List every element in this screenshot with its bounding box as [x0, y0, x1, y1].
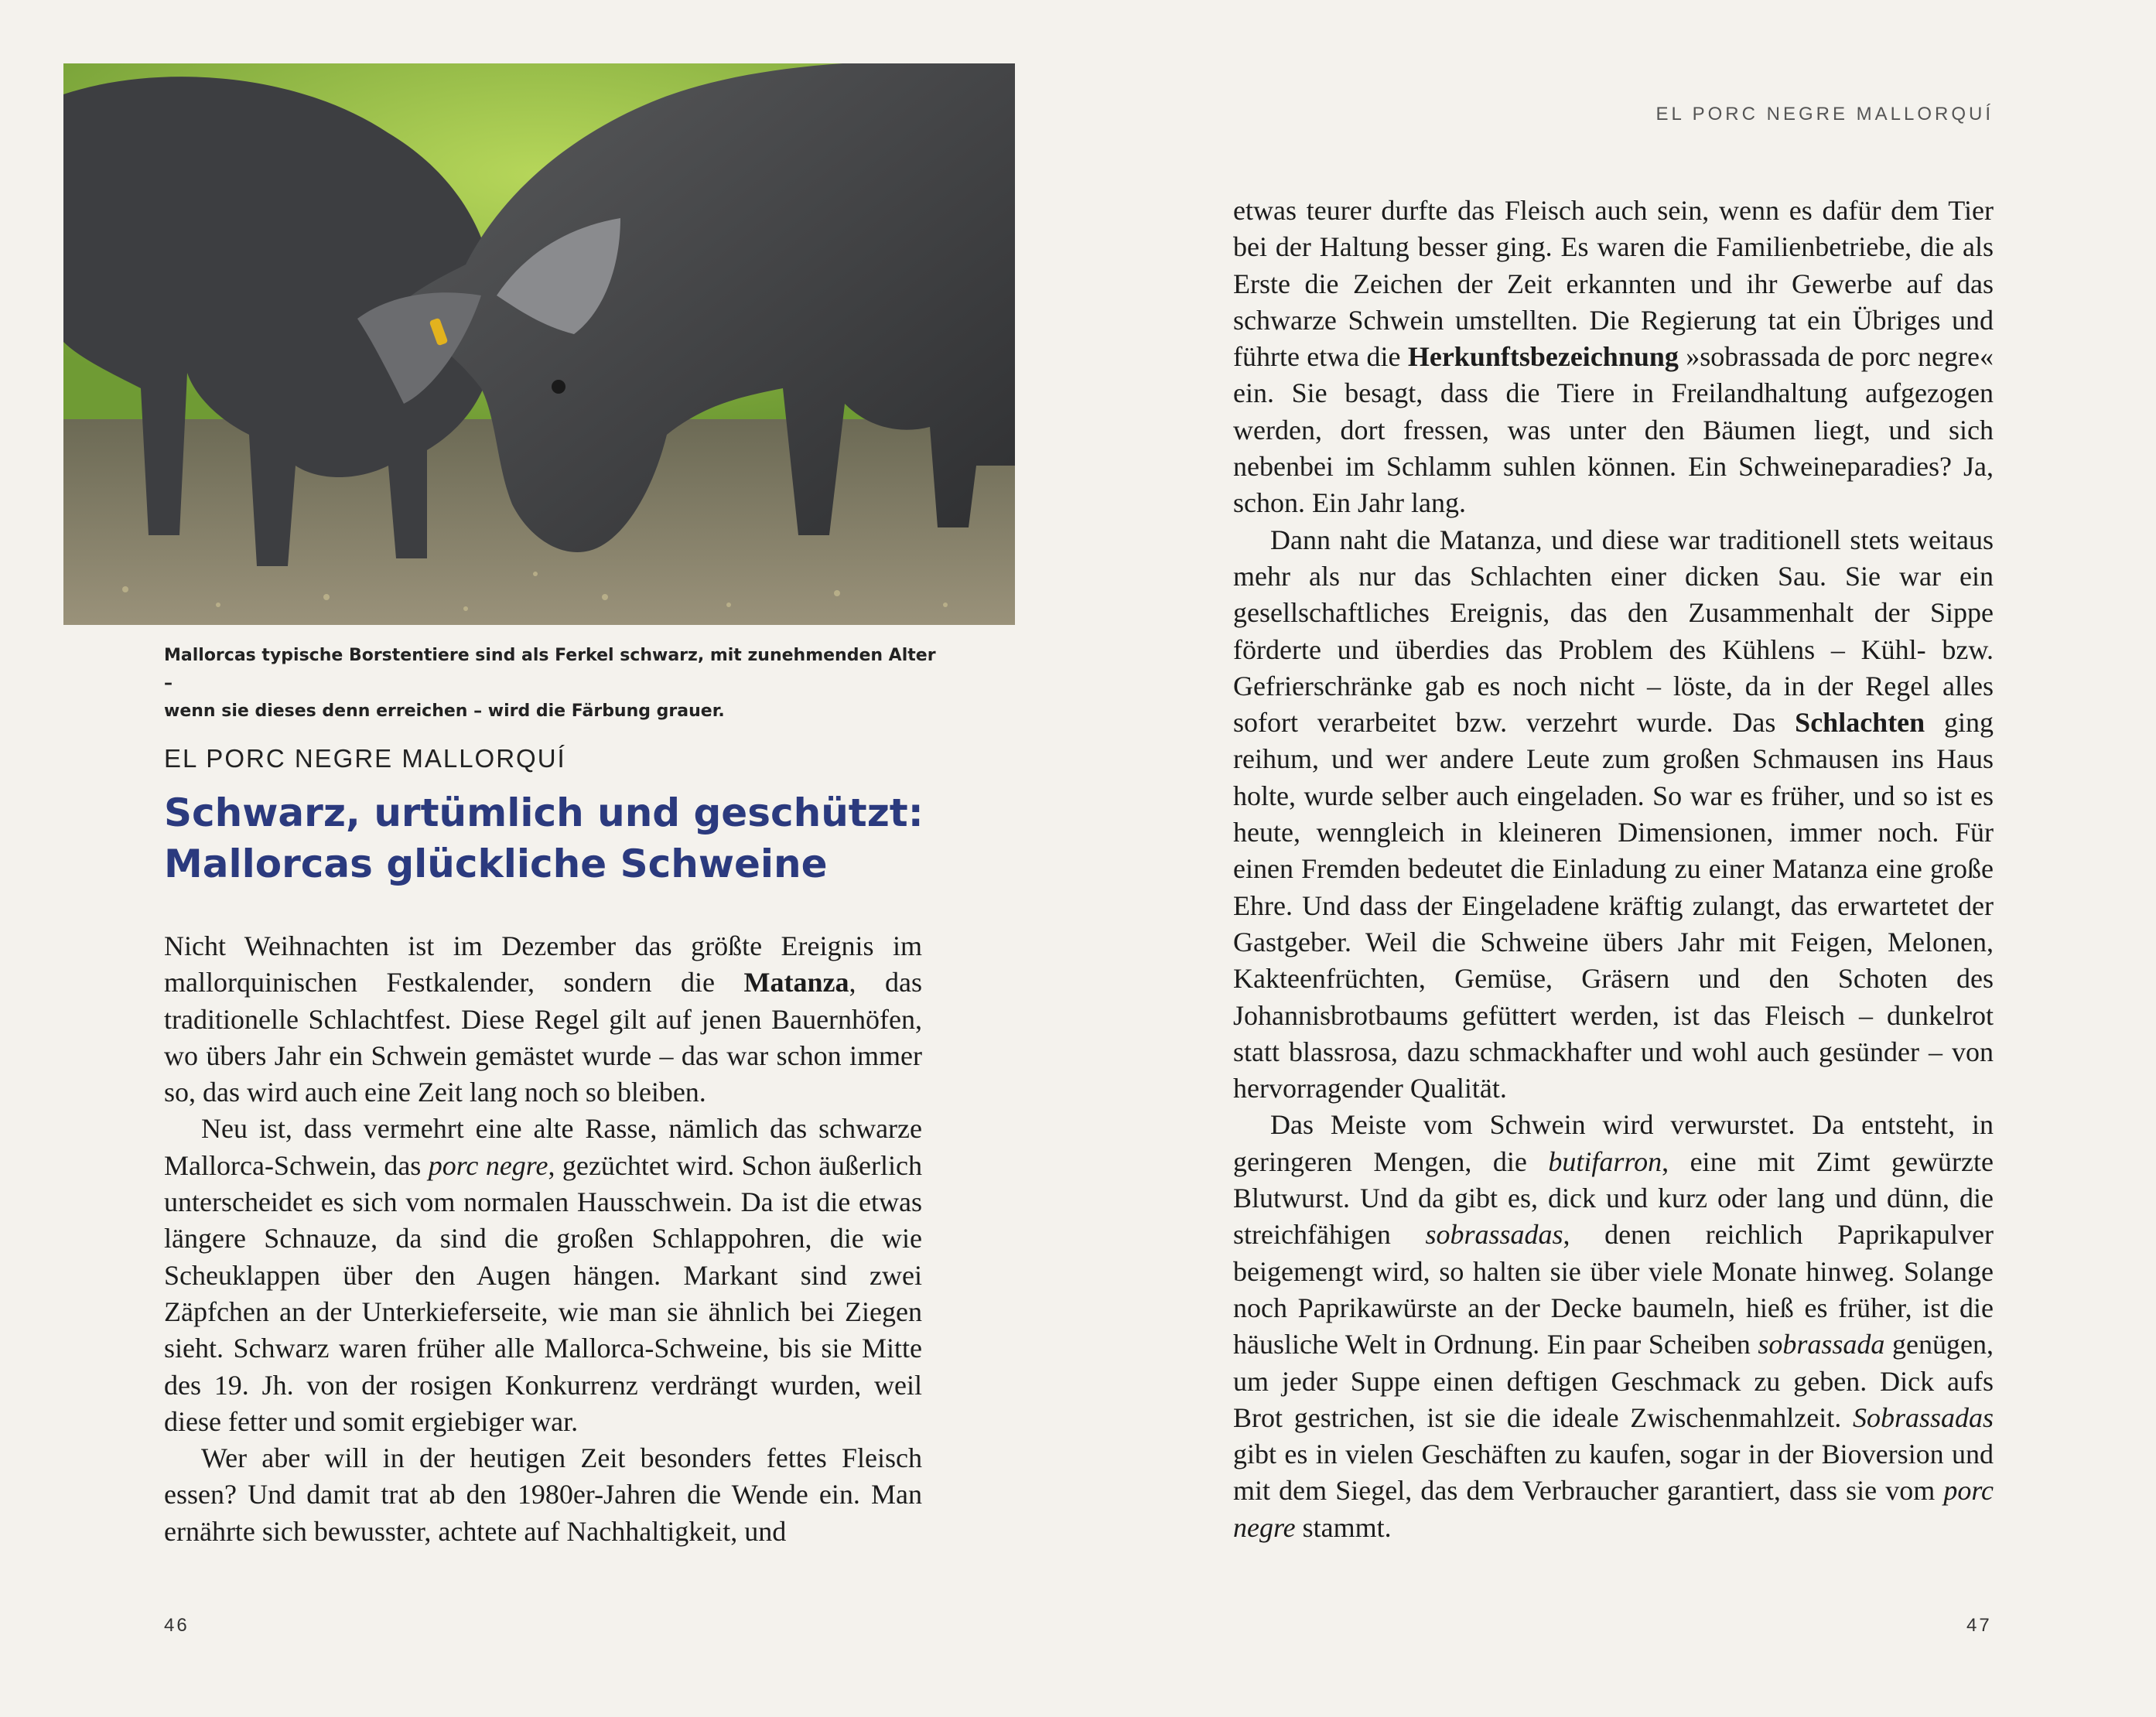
italic-term: Sobrassadas [1852, 1401, 1994, 1433]
bold-term: Matanza [743, 967, 849, 998]
italic-term: sobrassada [1758, 1329, 1885, 1360]
italic-term: porc negre [1233, 1475, 1994, 1543]
paragraph: Neu ist, dass vermehrt eine alte Rasse, nämlich das schwarze Mallorca-Schwein, das porc negre, gezüchtet wird. Schon äußerlich unterscheidet es sich vom normalen Hausschwein. Da ist die etwas längere Schnauze, da sind die großen Schlappohren, die wie Scheuklappen über den Augen hängen. Markant sind zwei Zäpfchen an der Unterkieferseite, wie man sie ähnlich bei Ziegen sieht. Schwarz waren früher alle Mallorca-Schweine, bis sie Mitte des 19. Jh. von der rosigen Konkurrenz verdrängt wurden, weil diese fetter und somit ergiebiger war. [164, 1113, 922, 1437]
paragraph: Das Meiste vom Schwein wird verwurstet. Da entsteht, in geringeren Mengen, die butifarron, eine mit Zimt gewürzte Blutwurst. Und da gibt es, dick und kurz oder lang und dünn, die streichfähigen sobrassadas, denen reichlich Paprikapulver beigemengt wird, so halten sie über viele Monate hinweg. Solange noch Paprikawürste an der Decke baumeln, hieß es früher, ist die häusliche Welt in Ordnung. Ein paar Scheiben sobrassada genügen, um jeder Suppe einen deftigen Geschmack zu geben. Dick aufs Brot gestrichen, ist sie die ideale Zwischenmahlzeit. Sobrassadas gibt es in vielen Geschäften zu kaufen, sogar in der Bioversion und mit dem Siegel, das dem Verbraucher garantiert, dass sie vom porc negre stammt. [1233, 1109, 1994, 1543]
page-number: 47 [1966, 1615, 1992, 1636]
paragraph: Wer aber will in der heutigen Zeit besonders fettes Fleisch essen? Und damit trat ab den 1980er-Jahren die Wende ein. Man ernährte sich bewusster, achtete auf Nachhaltigkeit, und [164, 1442, 922, 1547]
running-head: EL PORC NEGRE MALLORQUÍ [1655, 104, 1994, 125]
paragraph: etwas teurer durfte das Fleisch auch sein, wenn es dafür dem Tier bei der Haltung besser ging. Es waren die Familienbetriebe, die als Erste die Zeichen der Zeit erkannten und ihr Gewerbe auf das schwarze Schwein umstellten. Die Regierung tat ein Übriges und führte etwa die Herkunftsbezeichnung »sobrassada de porc negre« ein. Sie besagt, dass die Tiere in Freilandhaltung aufgezogen werden, dort fressen, was unter den Bäumen liegt, und sich nebenbei im Schlamm suhlen können. Ein Schweineparadies? Ja, schon. Ein Jahr lang. [1233, 195, 1994, 519]
paragraph: Nicht Weihnachten ist im Dezember das größte Ereignis im mallorquinischen Festkalender, sondern die Matanza, das traditionelle Schlachtfest. Diese Regel gilt auf jenen Bauernhöfen, wo übers Jahr ein Schwein gemästet wurde – das war schon immer so, das wird auch eine Zeit lang noch so bleiben. [164, 930, 922, 1108]
page-number: 46 [164, 1615, 190, 1636]
paragraph: Dann naht die Matanza, und diese war traditionell stets weitaus mehr als nur das Schlachten einer dicken Sau. Sie war ein gesellschaftliches Ereignis, das den Zusammenhalt der Sippe förderte und überdies das Problem des Kühlens – Kühl- bzw. Gefrierschränke gab es noch nicht – löste, da in der Regel alles sofort verarbeitet bzw. verzehrt wurde. Das Schlachten ging reihum, und wer andere Leute zum großen Schmausen ins Haus holte, wurde selber auch eingeladen. So war es früher, und so ist es heute, wenngleich in kleineren Dimensionen, immer noch. Für einen Fremden bedeutet die Einladung zu einer Matanza eine große Ehre. Und dass der Eingeladene kräftig zulangt, das erwartetet der Gastgeber. Weil die Schweine übers Jahr mit Feigen, Melonen, Kakteenfrüchten, Gemüse, Gräsern und den Schoten des Johannisbrotbaums gefüttert werden, ist das Fleisch – dunkelrot statt blassrosa, dazu schmackhafter und wohl auch gesünder – von hervorragender Qualität. [1233, 524, 1994, 1104]
headline-line-2: Mallorcas glückliche Schweine [164, 841, 828, 886]
caption-line-1: Mallorcas typische Borstentiere sind als Ferkel schwarz, mit zunehmenden Alter – [164, 646, 936, 693]
italic-term: butifarron [1548, 1145, 1662, 1177]
bold-term: Herkunftsbezeichnung [1407, 341, 1679, 373]
left-body-text [164, 928, 922, 1550]
caption-line-2: wenn sie dieses denn erreichen – wird die Färbung grauer. [164, 701, 725, 721]
headline-line-1: Schwarz, urtümlich und geschützt: [164, 790, 924, 835]
right-body-text [1233, 193, 1994, 1546]
section-kicker: EL PORC NEGRE MALLORQUÍ [164, 744, 566, 773]
article-headline [164, 787, 1015, 889]
bold-term: Schlachten [1795, 707, 1925, 739]
italic-term: porc negre [428, 1149, 548, 1181]
italic-term: sobrassadas [1425, 1219, 1563, 1251]
pigs-photo [63, 63, 1015, 625]
photo-caption [164, 642, 938, 725]
